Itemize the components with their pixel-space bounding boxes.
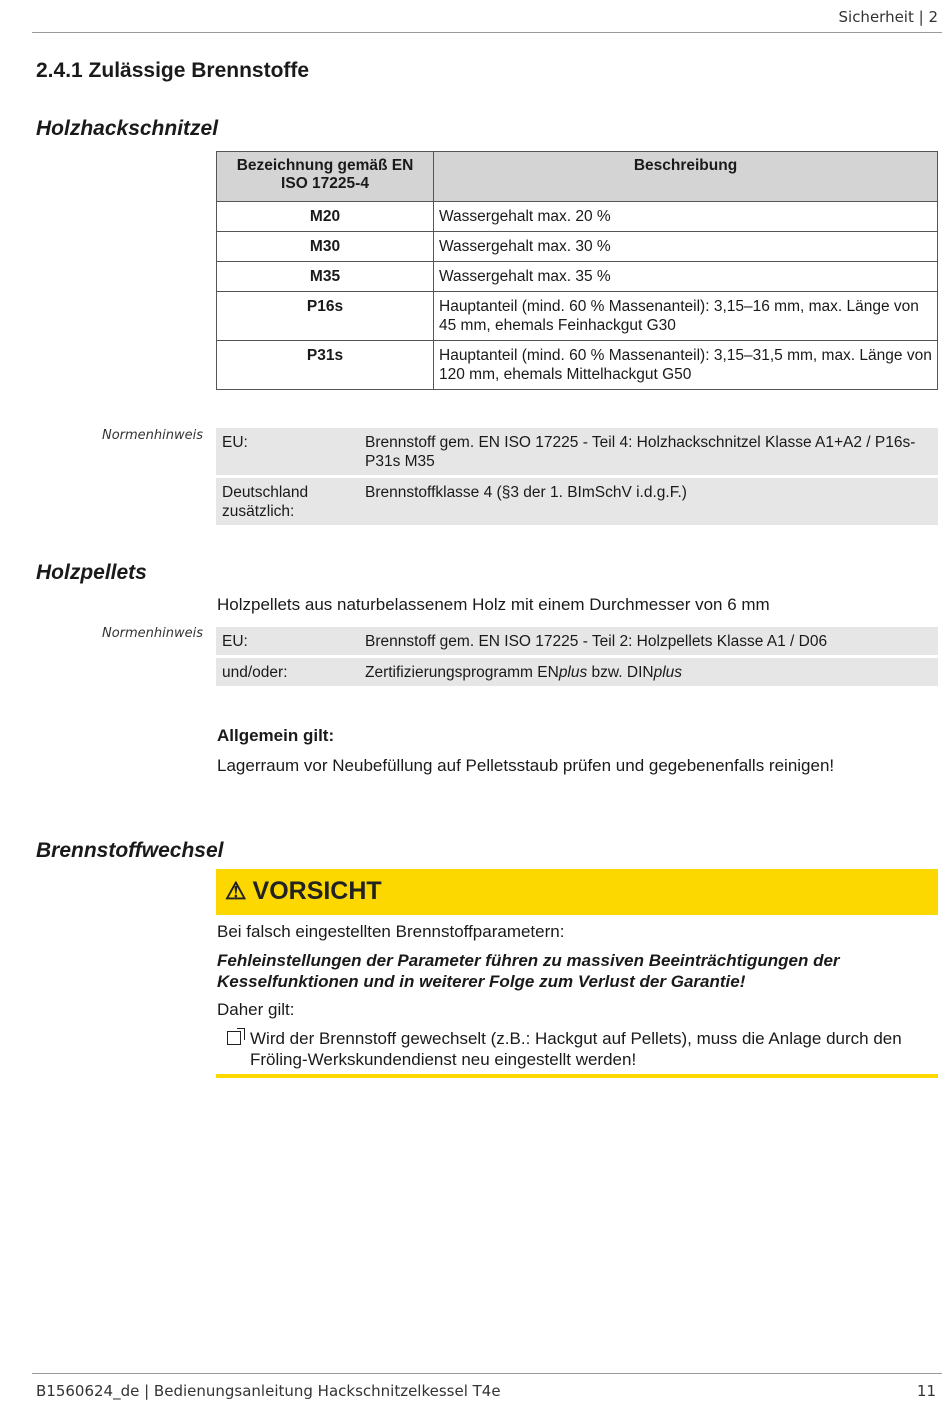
fuel-code: P16s (217, 292, 434, 341)
fuel-description: Hauptanteil (mind. 60 % Massenanteil): 3,15–16 mm, max. Länge von 45 mm, ehemals Feinhackgut G30 (434, 292, 938, 341)
header-divider (32, 32, 942, 33)
norm-note-label: Normenhinweis (102, 626, 204, 641)
footer-document: B1560624_de | Bedienungsanleitung Hackschnitzelkessel T4e (36, 1382, 501, 1400)
fuel-code: M30 (217, 232, 434, 262)
checkbox-icon (227, 1031, 241, 1045)
section-title: 2.4.1 Zulässige Brennstoffe (36, 59, 310, 82)
subsection-title-brennstoffwechsel: Brennstoffwechsel (36, 839, 224, 862)
norm-key: und/oder: (216, 657, 359, 688)
warning-title: VORSICHT (252, 877, 382, 905)
norm-value-italic: plus (558, 664, 588, 681)
norm-note-table (216, 428, 938, 528)
fuel-description: Hauptanteil (mind. 60 % Massenanteil): 3,15–31,5 mm, max. Länge von 120 mm, ehemals Mittelhackgut G50 (434, 341, 938, 390)
norm-note-table (216, 627, 938, 689)
page-number: 11 (916, 1382, 936, 1400)
norm-key: EU: (216, 428, 359, 477)
norm-note-label: Normenhinweis (102, 428, 204, 443)
warning-banner (216, 869, 938, 915)
warning-bottom-rule (216, 1074, 938, 1078)
norm-value-text: bzw. DIN (587, 664, 654, 681)
norm-value-italic: plus (653, 664, 683, 681)
fuel-spec-table (216, 151, 938, 390)
warning-title-wrap (225, 877, 382, 906)
fuel-code: P31s (217, 341, 434, 390)
warning-triangle-icon: ⚠ (225, 878, 247, 905)
norm-key: EU: (216, 627, 359, 657)
table-header-description: Beschreibung (434, 152, 938, 202)
norm-value: Brennstoff gem. EN ISO 17225 - Teil 4: Holzhackschnitzel Klasse A1+A2 / P16s-P31s M35 (359, 428, 938, 477)
norm-key: Deutschland zusätzlich: (216, 477, 359, 527)
fuel-code: M35 (217, 262, 434, 292)
norm-row (216, 657, 938, 688)
norm-row (216, 477, 938, 527)
warning-cause: Bei falsch eingestellten Brennstoffparametern: (217, 922, 565, 941)
action-item-text: Wird der Brennstoff gewechselt (z.B.: Hackgut auf Pellets), muss die Anlage durch den Fröling-Werkskundendienst neu eingestellt werden! (250, 1029, 902, 1069)
table-row (217, 232, 938, 262)
table-row (217, 292, 938, 341)
general-heading: Allgemein gilt: (217, 726, 335, 745)
pellets-intro: Holzpellets aus naturbelassenem Holz mit einem Durchmesser von 6 mm (217, 595, 770, 614)
fuel-description: Wassergehalt max. 20 % (434, 202, 938, 232)
header-section: Sicherheit | 2 (838, 8, 938, 26)
table-header-designation: Bezeichnung gemäß EN ISO 17225-4 (217, 152, 434, 202)
norm-row (216, 428, 938, 477)
footer-divider (32, 1373, 942, 1374)
table-row (217, 202, 938, 232)
general-text: Lagerraum vor Neubefüllung auf Pelletsstaub prüfen und gegebenenfalls reinigen! (217, 756, 835, 775)
norm-value: Brennstoff gem. EN ISO 17225 - Teil 2: Holzpellets Klasse A1 / D06 (359, 627, 938, 657)
fuel-code: M20 (217, 202, 434, 232)
subsection-title-holzpellets: Holzpellets (36, 561, 147, 584)
subsection-title-holzhackschnitzel: Holzhackschnitzel (36, 117, 219, 140)
warning-therefore: Daher gilt: (217, 1000, 295, 1019)
warning-consequence: Fehleinstellungen der Parameter führen zu massiven Beeinträchtigungen der Kesselfunktionen und in weiterer Folge zum Verlust der Garantie! (217, 951, 840, 991)
table-row (217, 341, 938, 390)
norm-row (216, 627, 938, 657)
fuel-description: Wassergehalt max. 35 % (434, 262, 938, 292)
norm-value (359, 657, 938, 688)
table-row (217, 262, 938, 292)
fuel-description: Wassergehalt max. 30 % (434, 232, 938, 262)
norm-value: Brennstoffklasse 4 (§3 der 1. BImSchV i.d.g.F.) (359, 477, 938, 527)
norm-value-text: Zertifizierungsprogramm EN (365, 664, 559, 681)
